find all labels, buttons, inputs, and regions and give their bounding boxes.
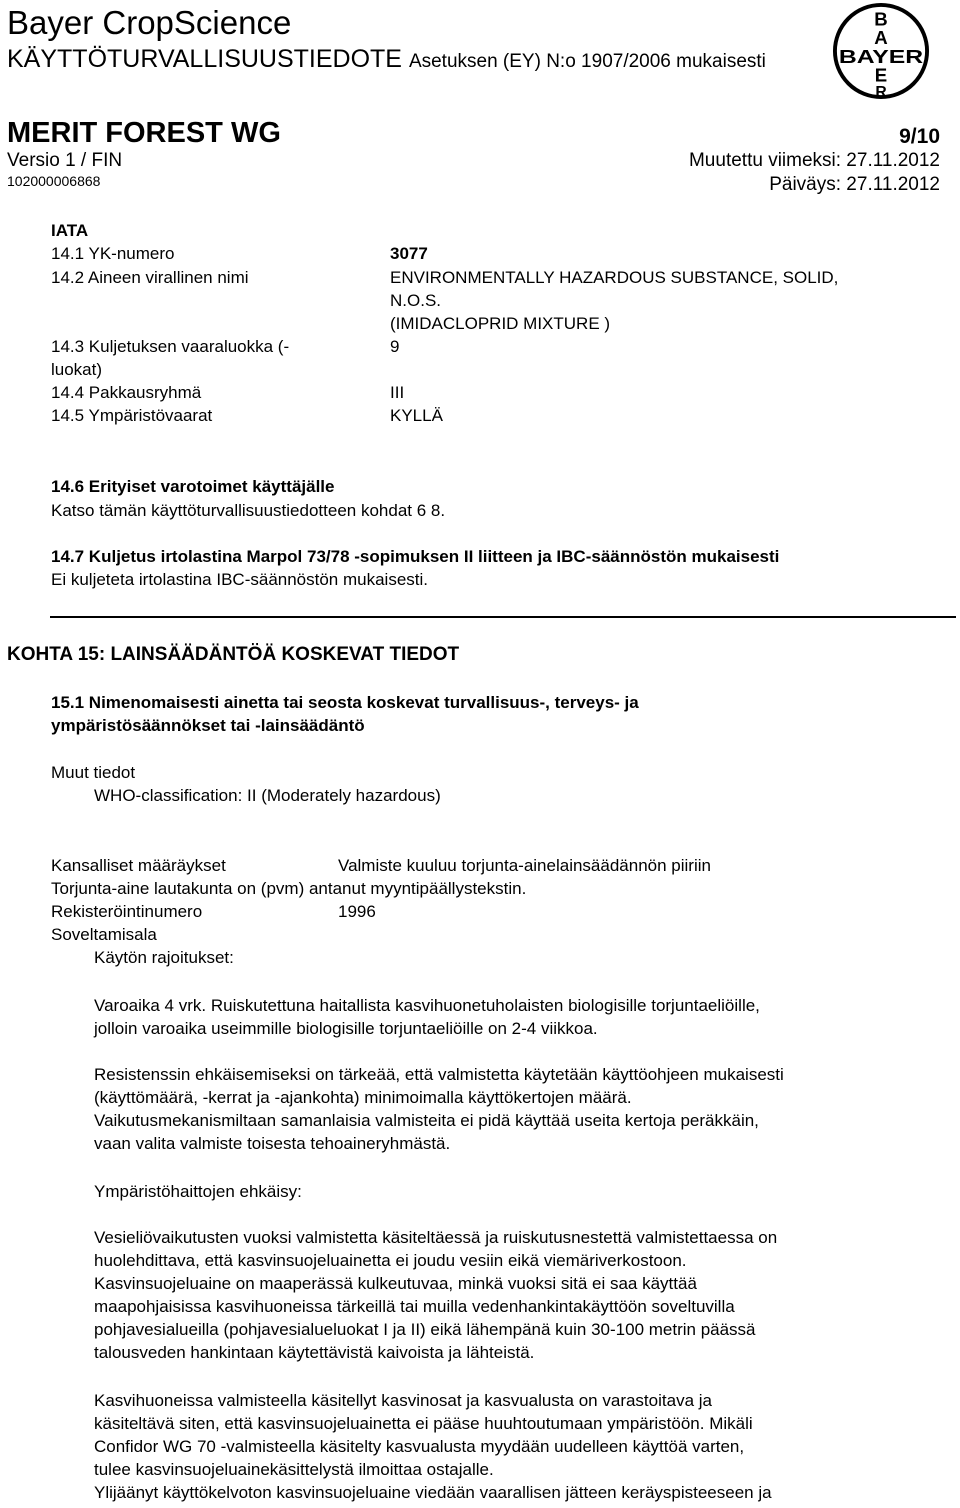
packing-group-value: III — [390, 383, 405, 402]
environmental-hazards-value: KYLLÄ — [390, 406, 443, 425]
section-divider — [50, 616, 956, 618]
page-number: 9/10 — [899, 125, 940, 148]
section-15-1-heading-line1: 15.1 Nimenomaisesti ainetta tai seosta koskevat turvallisuus-, terveys- ja — [51, 693, 639, 712]
pesticide-board-text: Torjunta-aine lautakunta on (pvm) antanut myyntipäällystekstin. — [51, 879, 527, 898]
document-type-title: KÄYTTÖTURVALLISUUSTIEDOTE — [7, 45, 402, 73]
aquatic-para-line: Kasvinsuojeluaine on maaperässä kulkeutuvaa, minkä vuoksi sitä ei saa käyttää — [94, 1274, 697, 1293]
registration-number-value: 1996 — [338, 902, 376, 921]
shipping-name-value-line2: N.O.S. — [390, 291, 442, 310]
national-regulations-label: Kansalliset määräykset — [51, 856, 226, 875]
other-info-label: Muut tiedot — [51, 763, 136, 782]
logo-center-word: BAYER — [838, 45, 924, 67]
un-number-value: 3077 — [390, 244, 428, 263]
aquatic-para-line: huolehdittava, että kasvinsuojeluainetta ei joudu vesiin eikä viemäriverkostoon. — [94, 1251, 687, 1270]
environmental-hazards-label: 14.5 Ympäristövaarat — [51, 406, 213, 425]
resistance-para-line: Resistenssin ehkäisemiseksi on tärkeää, että valmistetta käytetään käyttöohjeen mukaisesti — [94, 1065, 784, 1084]
who-classification: WHO-classification: II (Moderately hazardous) — [94, 786, 441, 805]
version-label: Versio 1 / FIN — [7, 150, 123, 171]
aquatic-para-line: Vesieliövaikutusten vuoksi valmistetta käsiteltäessä ja ruiskutusnestettä valmistettaessa on — [94, 1228, 778, 1247]
document-number: 102000006868 — [7, 173, 101, 189]
national-regulations-value: Valmiste kuuluu torjunta-ainelainsäädännön piiriin — [338, 856, 711, 875]
hazard-class-label-line2: luokat) — [51, 360, 103, 379]
greenhouse-para-line: Confidor WG 70 -valmisteella käsitelty kasvualusta myydään uudelleen käyttöä varten, — [94, 1437, 745, 1456]
greenhouse-para-line: tulee kasvinsuojeluainekäsittelystä ilmoittaa ostajalle. — [94, 1460, 494, 1479]
greenhouse-para-line: Ylijäänyt käyttökelvoton kasvinsuojeluaine viedään vaarallisen jätteen keräyspisteeseen ja — [94, 1483, 772, 1502]
resistance-para-line: (käyttömäärä, -kerrat ja -ajankohta) minimoimalla käyttökertojen määrä. — [94, 1088, 632, 1107]
section-14-7-heading: 14.7 Kuljetus irtolastina Marpol 73/78 -sopimuksen II liitteen ja IBC-säännöstön mukaisesti — [51, 547, 780, 566]
company-name: Bayer CropScience — [7, 4, 292, 41]
restriction-para1-line: Varoaika 4 vrk. Ruiskutettuna haitallista kasvihuonetuholaisten biologisille torjuntaeliöille, — [94, 996, 760, 1015]
environmental-prevention-label: Ympäristöhaittojen ehkäisy: — [94, 1182, 302, 1201]
section-15-1-heading-line2: ympäristösäännökset tai -lainsäädäntö — [51, 716, 365, 735]
packing-group-label: 14.4 Pakkausryhmä — [51, 383, 202, 402]
shipping-name-value-line3: (IMIDACLOPRID MIXTURE ) — [390, 314, 611, 333]
aquatic-para-line: talousveden hankintaan käytettävistä kaivoista ja lähteistä. — [94, 1343, 535, 1362]
greenhouse-para-line: käsiteltävä siten, että kasvinsuojeluainetta ei pääse huuhtoutumaan ympäristöön. Mikäli — [94, 1414, 753, 1433]
logo-letter-top: B — [874, 8, 888, 30]
logo-letter-lower: E — [874, 64, 888, 86]
logo-letter-upper: A — [874, 27, 888, 49]
greenhouse-para-line: Kasvihuoneissa valmisteella käsitellyt kasvinosat ja kasvualusta on varastoitava ja — [94, 1391, 712, 1410]
issue-date: Päiväys: 27.11.2012 — [769, 174, 940, 195]
document-type — [7, 44, 766, 77]
section-14-6-text: Katso tämän käyttöturvallisuustiedotteen kohdat 6 8. — [51, 501, 446, 520]
shipping-name-label: 14.2 Aineen virallinen nimi — [51, 268, 249, 287]
aquatic-para-line: pohjavesialueilla (pohjavesialueluokat I ja II) eikä lähempänä kuin 30-100 metrin päässä — [94, 1320, 756, 1339]
un-number-label: 14.1 YK-numero — [51, 244, 175, 263]
registration-number-label: Rekisteröintinumero — [51, 902, 203, 921]
resistance-para-line: Vaikutusmekanismiltaan samanlaisia valmisteita ei pidä käyttää useita kertoja peräkkäin, — [94, 1111, 759, 1130]
aquatic-para-line: maapohjaisissa kasvihuoneissa tärkeillä tai muilla vedenhankintakäyttöön soveltuvilla — [94, 1297, 735, 1316]
shipping-name-value: ENVIRONMENTALLY HAZARDOUS SUBSTANCE, SOLID, — [390, 268, 839, 287]
usage-restrictions-label: Käytön rajoitukset: — [94, 948, 234, 967]
section-15-title: KOHTA 15: LAINSÄÄDÄNTÖÄ KOSKEVAT TIEDOT — [7, 644, 460, 665]
restriction-para1-line: jolloin varoaika useimmille biologisille torjuntaeliöille on 2-4 viikkoa. — [94, 1019, 598, 1038]
product-name: MERIT FOREST WG — [7, 117, 281, 149]
resistance-para-line: vaan valita valmiste toisesta tehoaineryhmästä. — [94, 1134, 451, 1153]
section-14-7-text: Ei kuljeteta irtolastina IBC-säännöstön mukaisesti. — [51, 570, 429, 589]
hazard-class-label: 14.3 Kuljetuksen vaaraluokka (- — [51, 337, 290, 356]
regulation-text: Asetuksen (EY) N:o 1907/2006 mukaisesti — [408, 51, 766, 72]
scope-label: Soveltamisala — [51, 925, 157, 944]
section-14-6-heading: 14.6 Erityiset varotoimet käyttäjälle — [51, 477, 335, 496]
iata-heading: IATA — [51, 221, 89, 240]
bayer-cross-logo — [832, 2, 930, 100]
modified-date: Muutettu viimeksi: 27.11.2012 — [688, 150, 940, 171]
logo-letter-bottom: R — [875, 84, 887, 100]
hazard-class-value: 9 — [390, 337, 400, 356]
